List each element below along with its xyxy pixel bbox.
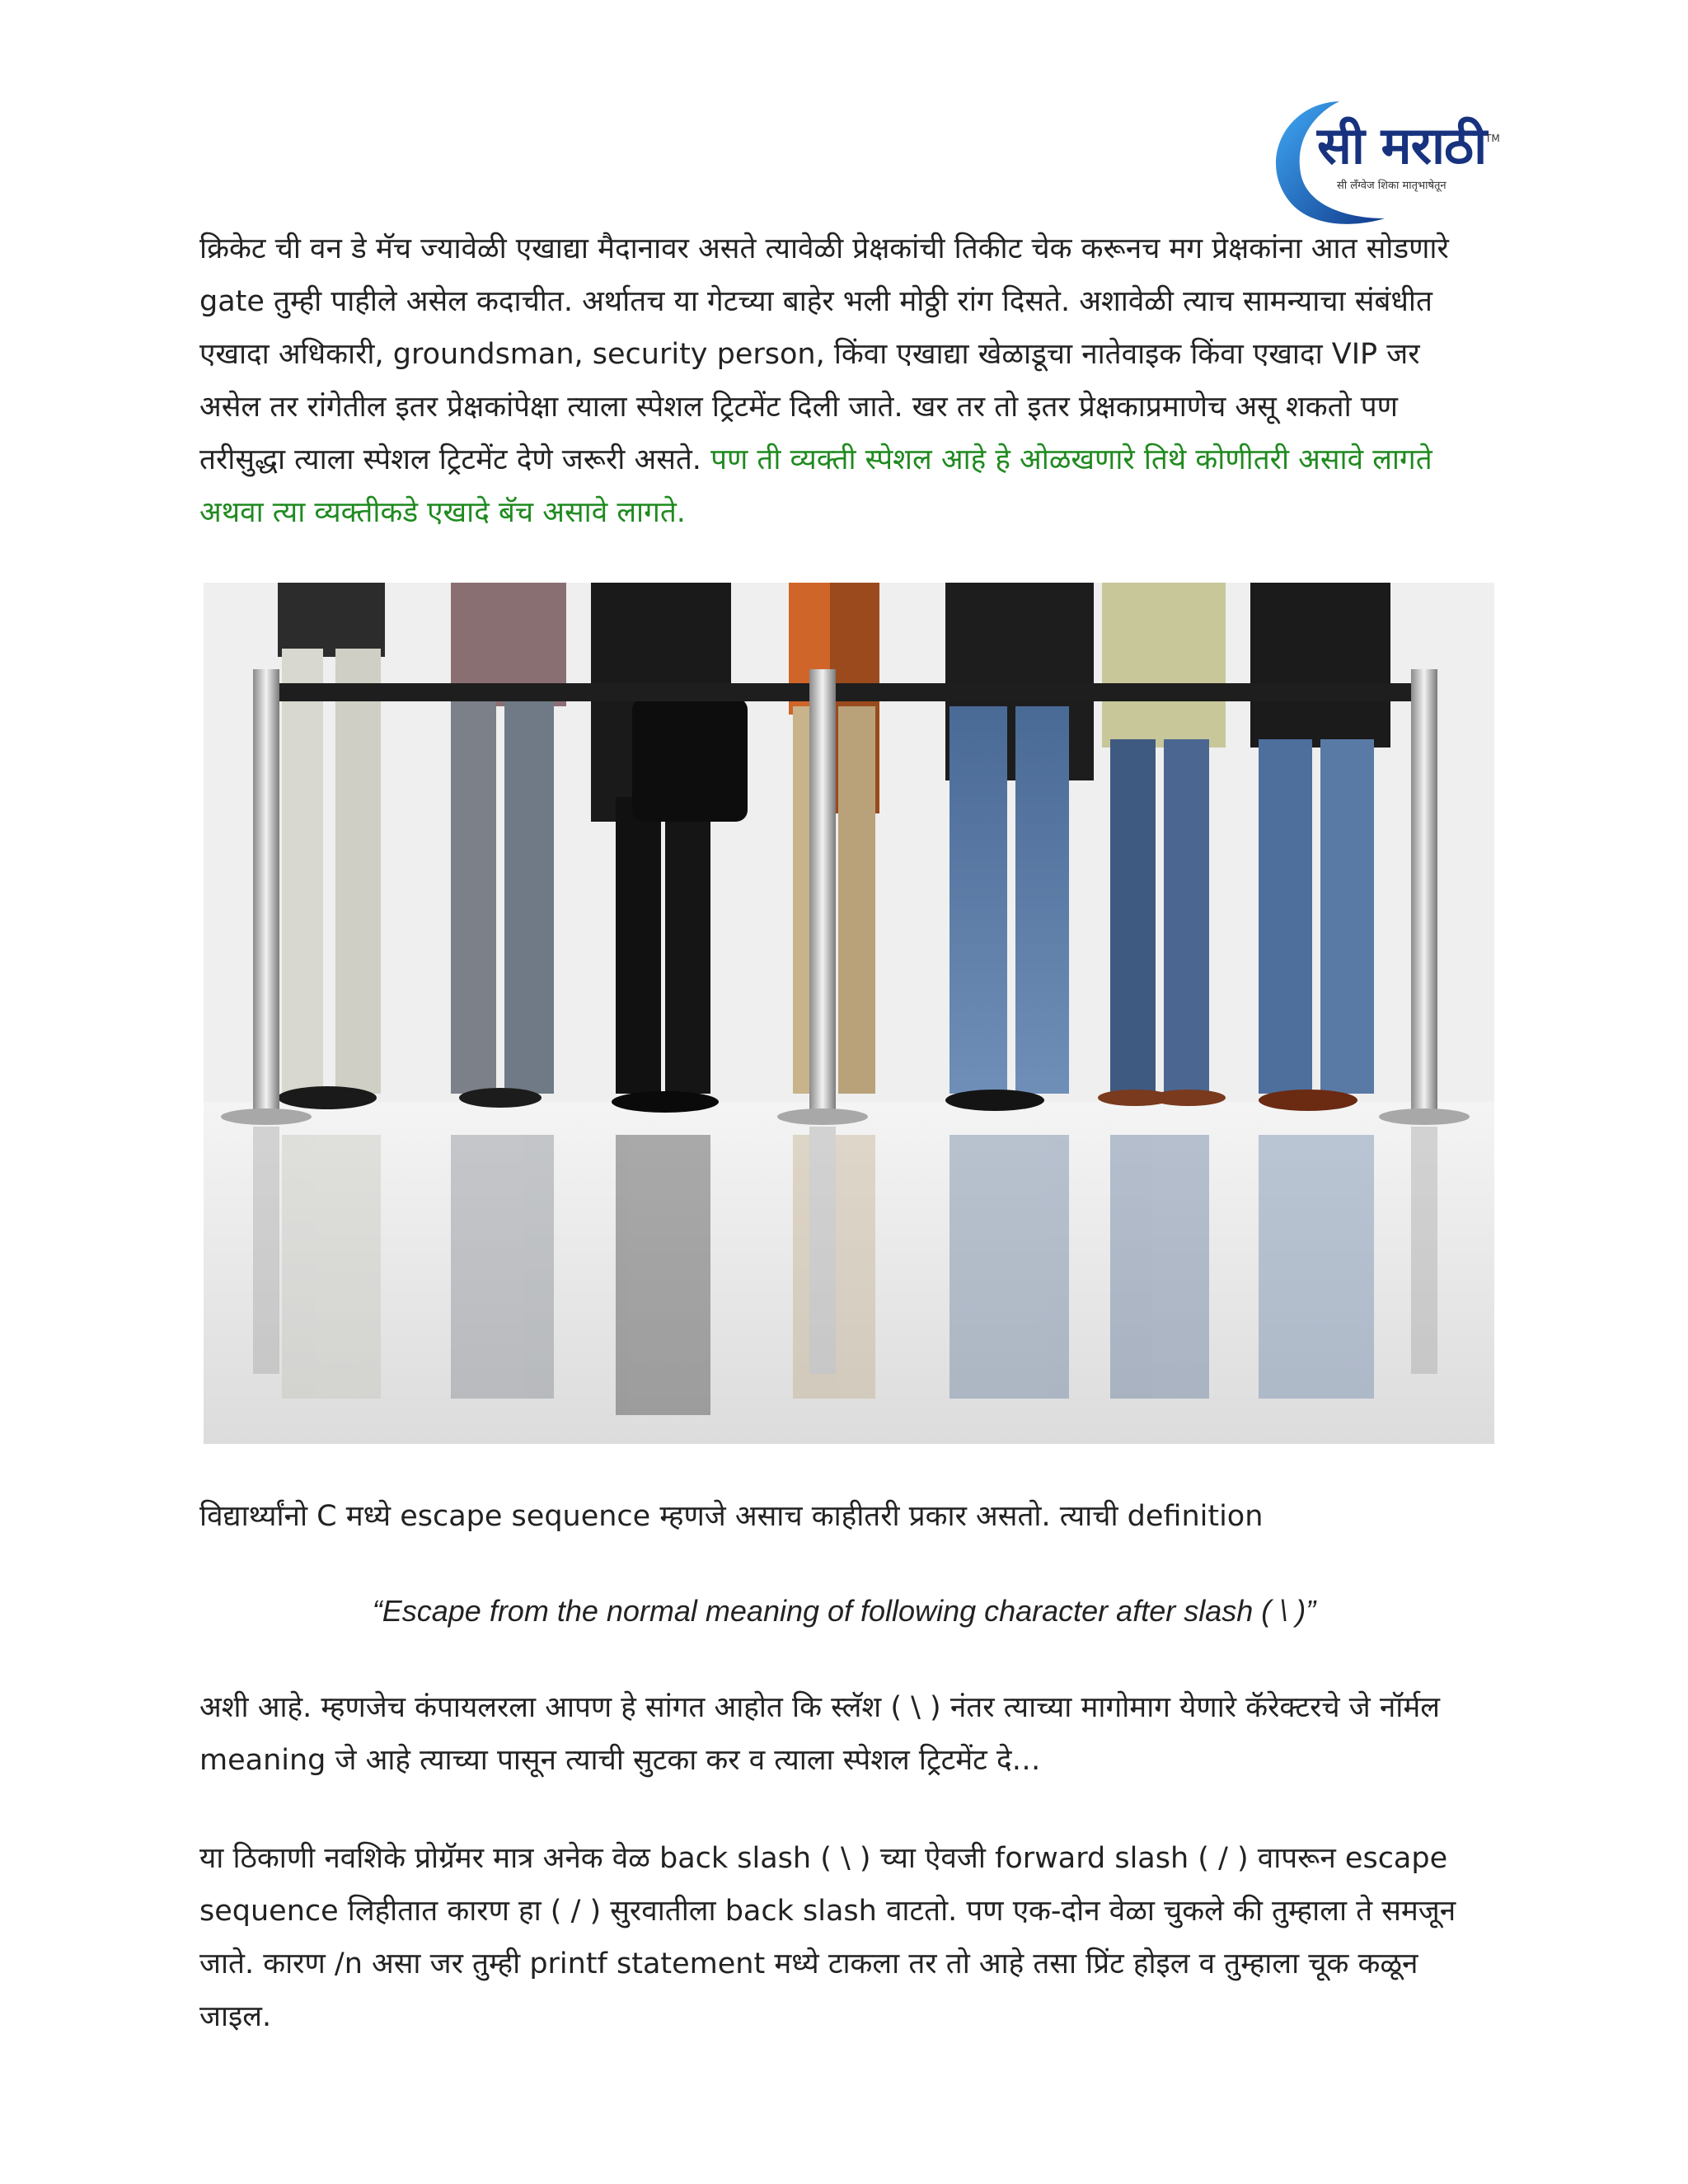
logo-trademark: TM bbox=[1485, 133, 1500, 144]
beginner-note-paragraph: या ठिकाणी नवशिके प्रोग्रॅमर मात्र अनेक वेळ back slash ( \ ) च्या ऐवजी forward slash ( / ) वापरून escape sequence लिहीतात कारण हा ( / ) सुरवातीला back slash वाटतो. पण एक-दोन वेळा चुकले की तुम्हाला ते समजून जाते. कारण /n असा जर तुम्ही printf statement मध्ये टाकला तर तो आहे तसा प्रिंट होइल व तुम्हाला चूक कळून जाइल. bbox=[199, 1842, 1456, 2033]
logo-name: सी मराठी bbox=[1317, 115, 1487, 176]
definition-quote: “Escape from the normal meaning of following character after slash ( \ )” bbox=[372, 1594, 1316, 1628]
queue-photo bbox=[204, 583, 1494, 1444]
definition-intro: विद्यार्थ्यांनो C मध्ये escape sequence म्हणजे असाच काहीतरी प्रकार असतो. त्याची definition bbox=[199, 1500, 1264, 1533]
explanation-paragraph: अशी आहे. म्हणजेच कंपायलरला आपण हे सांगत आहोत कि स्लॅश ( \ ) नंतर त्याच्या मागोमाग येणारे कॅरेक्टरचे जे नॉर्मल meaning जे आहे त्याच्या पासून त्याची सुटका कर व त्याला स्पेशल ट्रिटमेंट दे… bbox=[199, 1691, 1441, 1777]
intro-text: क्रिकेट ची वन डे मॅच ज्यावेळी एखाद्या मैदानावर असते त्यावेळी प्रेक्षकांची तिकीट चेक करूनच मग प्रेक्षकांना आत सोडणारे gate तुम्ही पाहीले असेल कदाचीत. अर्थातच या गेटच्या बाहेर भली मोठ्ठी रांग दिसते. अशावेळी त्याच सामन्याचा संबंधीत एखादा अधिकारी, groundsman, security person, किंवा एखाद्या खेळाडूचा नातेवाइक किंवा एखादा VIP जर असेल तर रांगेतील इतर प्रेक्षकांपेक्षा त्याला स्पेशल ट्रिटमेंट दिली जाते. खर तर तो इतर प्रेक्षकाप्रमाणेच असू शकतो पण तरीसुद्धा त्याला स्पेशल ट्रिटमेंट देणे जरूरी असते. bbox=[199, 232, 1449, 476]
logo-tagline: सी लँग्वेज शिका मातृभाषेतून bbox=[1337, 180, 1447, 192]
queue-illustration bbox=[204, 583, 1494, 1444]
intro-paragraph bbox=[199, 223, 1485, 539]
intro-highlight: पण ती व्यक्ती स्पेशल आहे हे ओळखणारे तिथे कोणीतरी असावे लागते अथवा त्या व्यक्तीकडे एखादे बॅच असावे लागते. bbox=[199, 443, 1432, 529]
site-logo bbox=[1261, 95, 1500, 227]
